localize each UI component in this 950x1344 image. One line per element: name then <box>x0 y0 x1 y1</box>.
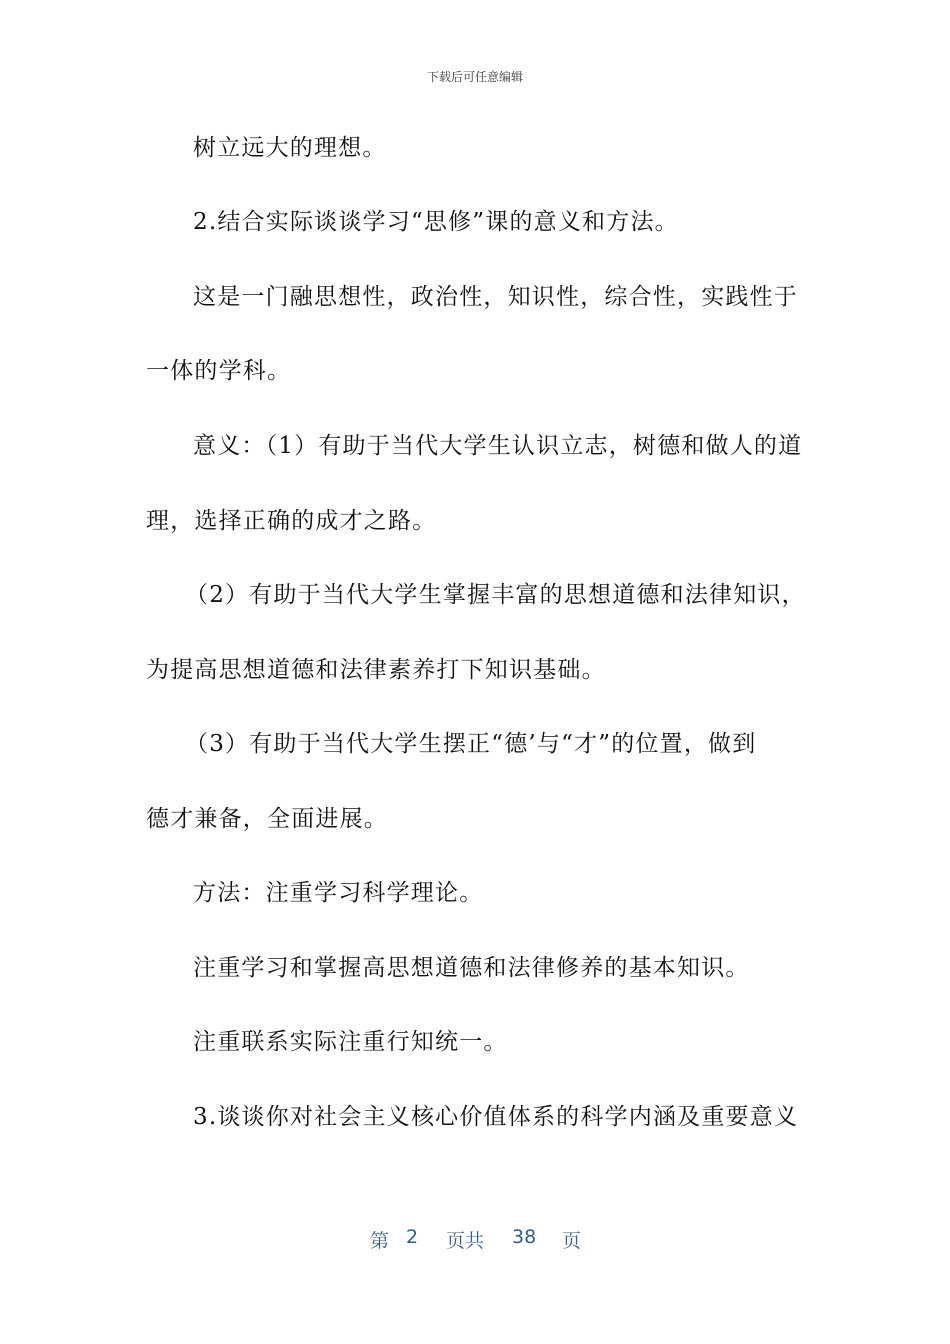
paragraph-line: （2）有助于当代大学生掌握丰富的思想道德和法律知识， <box>185 582 806 608</box>
paragraph-line: （3）有助于当代大学生摆正“德’与“才”的位置，做到 <box>185 731 757 757</box>
paragraph-line: 树立远大的理想。 <box>193 135 387 161</box>
page-number: 2 <box>406 1226 419 1248</box>
header-note: 下载后可任意编辑 <box>426 70 523 84</box>
page-suffix: 页 <box>562 1230 582 1252</box>
total-pages: 38 <box>512 1226 537 1248</box>
paragraph-line: 为提高思想道德和法律素养打下知识基础。 <box>146 657 606 683</box>
paragraph-line: 注重联系实际注重行知统一。 <box>193 1029 508 1055</box>
section-heading: 3.谈谈你对社会主义核心价值体系的科学内涵及重要意义 <box>193 1104 799 1130</box>
paragraph-line: 理，选择正确的成才之路。 <box>146 508 437 534</box>
paragraph-line: 注重学习和掌握高思想道德和法律修养的基本知识。 <box>193 955 750 981</box>
page-prefix: 第 <box>370 1230 390 1252</box>
paragraph-line: 意义：（1）有助于当代大学生认识立志，树德和做人的道 <box>193 433 803 459</box>
page-footer <box>0 1226 950 1254</box>
paragraph-line: 方法：注重学习科学理论。 <box>193 880 484 906</box>
paragraph-line: 一体的学科。 <box>146 358 292 384</box>
section-heading: 2.结合实际谈谈学习“思修”课的意义和方法。 <box>193 209 679 235</box>
page-middle: 页共 <box>446 1230 485 1252</box>
paragraph-line: 德才兼备，全面进展。 <box>146 806 388 832</box>
paragraph-line: 这是一门融思想性，政治性，知识性，综合性，实践性于 <box>193 284 798 310</box>
